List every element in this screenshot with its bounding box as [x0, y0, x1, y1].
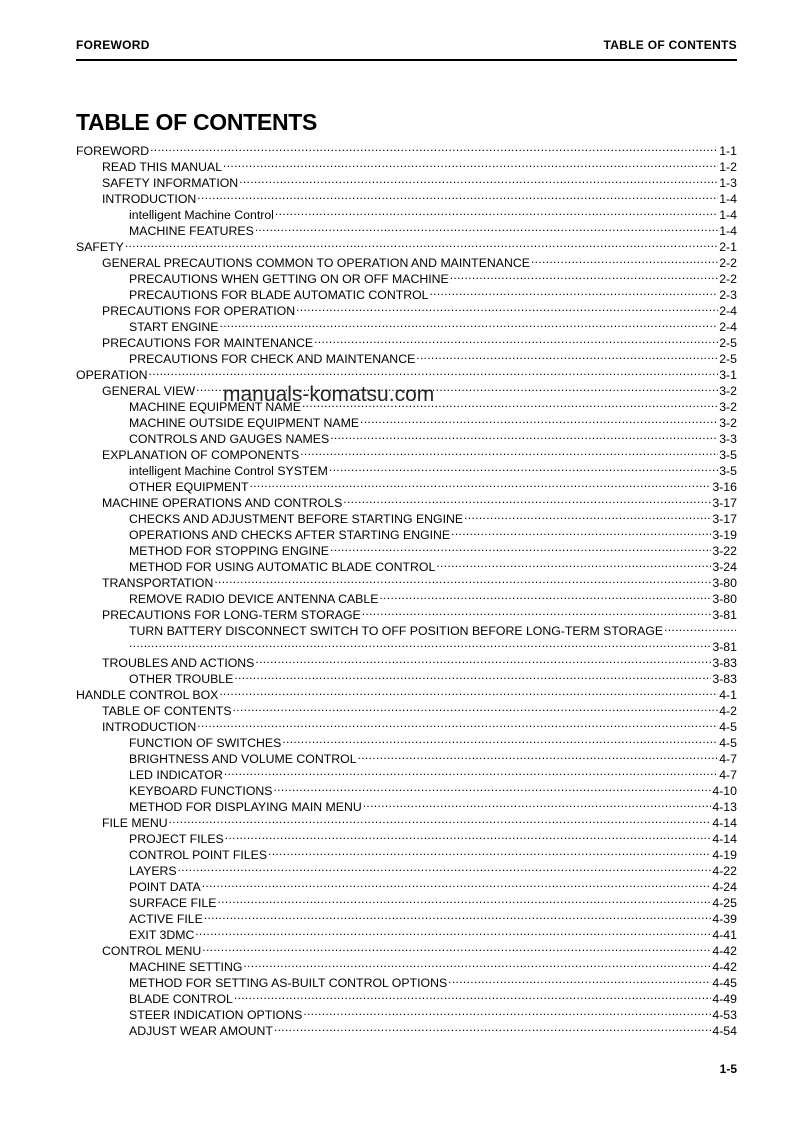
toc-entry[interactable]: intelligent Machine Control SYSTEM ..... 3-5 — [76, 459, 737, 475]
toc-entry[interactable]: OPERATION ..... 3-1 — [76, 363, 737, 379]
toc-entry[interactable]: METHOD FOR USING AUTOMATIC BLADE CONTROL ..... 3-24 — [76, 555, 737, 571]
toc-entry[interactable]: ADJUST WEAR AMOUNT ..... 4-54 — [76, 1019, 737, 1035]
toc-entry[interactable]: SAFETY ..... 2-1 — [76, 235, 737, 251]
toc-entry[interactable]: PRECAUTIONS FOR OPERATION ..... 2-4 — [76, 299, 737, 315]
toc-entry[interactable]: GENERAL PRECAUTIONS COMMON TO OPERATION AND MAINTENANCE ..... 2-2 — [76, 251, 737, 267]
toc-entry-continuation[interactable]: ..... 3-81 — [76, 635, 737, 651]
toc-entry[interactable]: SAFETY INFORMATION ..... 1-3 — [76, 171, 737, 187]
toc-entry[interactable]: MACHINE FEATURES ..... 1-4 — [76, 219, 737, 235]
running-header — [76, 37, 737, 61]
toc-entry[interactable]: BLADE CONTROL ..... 4-49 — [76, 987, 737, 1003]
toc-list — [76, 139, 737, 1038]
toc-entry[interactable]: GENERAL VIEW ..... 3-2 — [76, 379, 737, 395]
toc-entry[interactable]: EXPLANATION OF COMPONENTS ..... 3-5 — [76, 443, 737, 459]
toc-entry[interactable]: CONTROLS AND GAUGES NAMES ..... 3-3 — [76, 427, 737, 443]
toc-entry[interactable]: CHECKS AND ADJUSTMENT BEFORE STARTING ENGINE ..... 3-17 — [76, 507, 737, 523]
toc-entry[interactable]: METHOD FOR STOPPING ENGINE ..... 3-22 — [76, 539, 737, 555]
toc-entry[interactable]: LED INDICATOR ..... 4-7 — [76, 763, 737, 779]
toc-entry[interactable]: OTHER TROUBLE ..... 3-83 — [76, 667, 737, 683]
page-number: 1-5 — [719, 1062, 737, 1076]
header-section-label: FOREWORD — [76, 38, 150, 52]
toc-entry[interactable]: OPERATIONS AND CHECKS AFTER STARTING ENGINE ..... 3-19 — [76, 523, 737, 539]
toc-entry[interactable]: STEER INDICATION OPTIONS ..... 4-53 — [76, 1003, 737, 1019]
toc-entry[interactable]: TRANSPORTATION ..... 3-80 — [76, 571, 737, 587]
toc-entry[interactable]: intelligent Machine Control ..... 1-4 — [76, 203, 737, 219]
toc-entry[interactable]: HANDLE CONTROL BOX ..... 4-1 — [76, 683, 737, 699]
watermark: manuals-komatsu.com — [223, 383, 435, 406]
toc-entry[interactable]: EXIT 3DMC ..... 4-41 — [76, 923, 737, 939]
toc-entry[interactable]: INTRODUCTION ..... 1-4 — [76, 187, 737, 203]
toc-entry[interactable]: BRIGHTNESS AND VOLUME CONTROL ..... 4-7 — [76, 747, 737, 763]
toc-entry[interactable]: FILE MENU ..... 4-14 — [76, 811, 737, 827]
toc-entry[interactable]: MACHINE OUTSIDE EQUIPMENT NAME ..... 3-2 — [76, 411, 737, 427]
toc-entry[interactable]: CONTROL POINT FILES ..... 4-19 — [76, 843, 737, 859]
toc-entry[interactable]: OTHER EQUIPMENT ..... 3-16 — [76, 475, 737, 491]
toc-entry[interactable]: TROUBLES AND ACTIONS ..... 3-83 — [76, 651, 737, 667]
toc-entry[interactable]: FOREWORD ..... 1-1 — [76, 139, 737, 155]
toc-entry[interactable]: MACHINE SETTING ..... 4-42 — [76, 955, 737, 971]
toc-entry[interactable]: MACHINE OPERATIONS AND CONTROLS ..... 3-17 — [76, 491, 737, 507]
toc-entry[interactable]: KEYBOARD FUNCTIONS ..... 4-10 — [76, 779, 737, 795]
toc-entry[interactable]: PRECAUTIONS FOR LONG-TERM STORAGE ..... 3-81 — [76, 603, 737, 619]
toc-entry[interactable]: PRECAUTIONS FOR BLADE AUTOMATIC CONTROL ..... 2-3 — [76, 283, 737, 299]
toc-entry[interactable]: PROJECT FILES ..... 4-14 — [76, 827, 737, 843]
toc-entry[interactable]: LAYERS ..... 4-22 — [76, 859, 737, 875]
page-title: TABLE OF CONTENTS — [76, 109, 318, 135]
header-chapter-label: TABLE OF CONTENTS — [603, 38, 737, 52]
toc-entry[interactable]: MACHINE EQUIPMENT NAME ..... 3-2 — [76, 395, 737, 411]
toc-entry[interactable]: TABLE OF CONTENTS ..... 4-2 — [76, 699, 737, 715]
toc-entry[interactable]: FUNCTION OF SWITCHES ..... 4-5 — [76, 731, 737, 747]
toc-entry[interactable]: INTRODUCTION ..... 4-5 — [76, 715, 737, 731]
toc-entry-wrapped[interactable]: TURN BATTERY DISCONNECT SWITCH TO OFF POSITION BEFORE LONG-TERM STORAGE ..... — [76, 619, 737, 635]
toc-entry[interactable]: REMOVE RADIO DEVICE ANTENNA CABLE ..... 3-80 — [76, 587, 737, 603]
toc-entry[interactable]: ACTIVE FILE ..... 4-39 — [76, 907, 737, 923]
toc-entry[interactable]: START ENGINE ..... 2-4 — [76, 315, 737, 331]
toc-entry[interactable]: METHOD FOR DISPLAYING MAIN MENU ..... 4-13 — [76, 795, 737, 811]
toc-entry[interactable]: METHOD FOR SETTING AS-BUILT CONTROL OPTIONS ..... 4-45 — [76, 971, 737, 987]
toc-entry[interactable]: PRECAUTIONS FOR MAINTENANCE ..... 2-5 — [76, 331, 737, 347]
toc-entry[interactable]: CONTROL MENU ..... 4-42 — [76, 939, 737, 955]
toc-entry[interactable]: PRECAUTIONS WHEN GETTING ON OR OFF MACHINE ..... 2-2 — [76, 267, 737, 283]
toc-entry[interactable]: PRECAUTIONS FOR CHECK AND MAINTENANCE ..... 2-5 — [76, 347, 737, 363]
toc-entry[interactable]: SURFACE FILE ..... 4-25 — [76, 891, 737, 907]
toc-entry[interactable]: READ THIS MANUAL ..... 1-2 — [76, 155, 737, 171]
toc-entry[interactable]: POINT DATA ..... 4-24 — [76, 875, 737, 891]
